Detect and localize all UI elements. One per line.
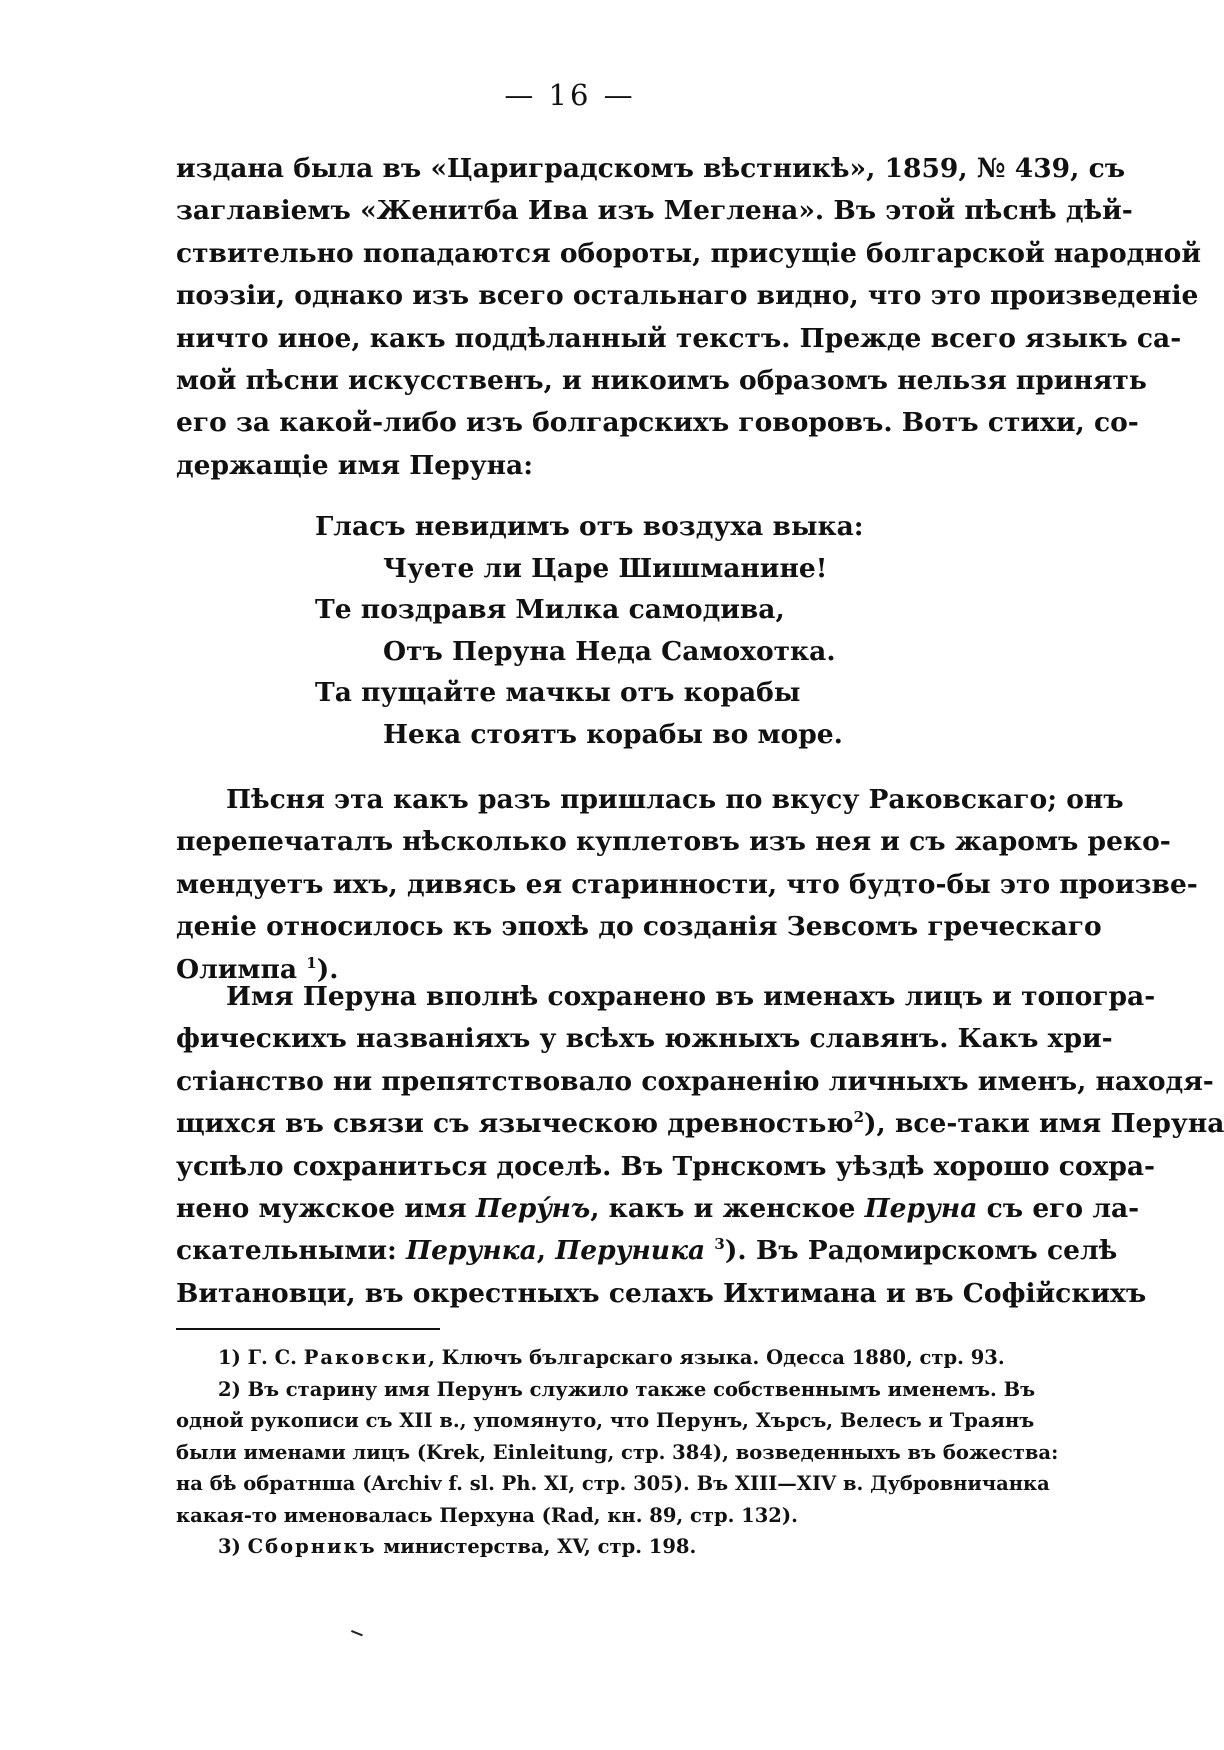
name-perunka: Перунка: [406, 1235, 537, 1267]
footnote-2-line: на бѣ обратнша (Archiv f. sl. Ph. XI, стр. 305). Въ XIII—XIV в. Дубровничанка: [176, 1472, 1050, 1495]
footnote-2-line: какая-то именовалась Перхуна (Rad, кн. 89, стр. 132).: [176, 1503, 798, 1527]
poem-line: Те поздравя Милка самодива,: [315, 594, 785, 626]
footnote-1: [176, 1342, 1026, 1374]
text-fragment: ), все-таки имя Перуна: [864, 1108, 1224, 1140]
text-line: Пѣсня эта какъ разъ пришлась по вкусу Раковскаго; онъ: [226, 784, 1124, 815]
text-line: ничто иное, какъ поддѣланный текстъ. Прежде всего языкъ са-: [176, 322, 1182, 354]
poem-quote: [315, 506, 864, 756]
text-fragment: 1) Г. С.: [218, 1346, 304, 1369]
text-fragment: , какъ и женское: [590, 1193, 865, 1225]
footnote-divider: [176, 1328, 440, 1330]
text-fragment: , Ключъ българскаго языка. Одесса 1880, стр. 93.: [428, 1346, 1005, 1369]
text-line: стіанство ни препятствовало сохраненію личныхъ именъ, находя-: [176, 1065, 1214, 1097]
footnote-ref-3[interactable]: 3: [714, 1235, 725, 1254]
text-line: заглавіемъ «Женитба Ива изъ Меглена». Въ этой пѣснѣ дѣй-: [176, 195, 1133, 227]
poem-line: Отъ Перуна Неда Самохотка.: [383, 635, 836, 667]
paragraph-1: [176, 148, 1202, 487]
text-line: его за какой-либо изъ болгарскихъ говоровъ. Вотъ стихи, со-: [176, 407, 1139, 439]
paragraph-2: [176, 779, 1198, 991]
footnote-2-line: были именами лицъ (Krek, Einleitung, стр. 384), возведенныхъ въ божества:: [176, 1440, 1059, 1464]
text-line: мой пѣсни искусственъ, и никоимъ образомъ нельзя принять: [176, 365, 1147, 397]
text-line: Имя Перуна вполнѣ сохранено въ именахъ лицъ и топогра-: [226, 981, 1156, 1012]
page-number: — 16 —: [504, 78, 636, 112]
poem-line: Чуете ли Царе Шишманине!: [383, 552, 828, 584]
name-perunika: Перуника: [555, 1235, 706, 1267]
text-fragment: 3): [218, 1535, 248, 1558]
footnote-ref-1[interactable]: 1: [306, 953, 317, 972]
name-peruna-female: Перуна: [864, 1193, 978, 1225]
text-line: [176, 1230, 1118, 1272]
poem-line: Гласъ невидимъ отъ воздуха выка:: [315, 511, 864, 542]
text-fragment: ).: [316, 953, 339, 985]
text-line: перепечаталъ нѣсколько куплетовъ изъ нея и съ жаромъ реко-: [176, 826, 1171, 858]
footnote-2-line: 2) Въ старину имя Перунъ служило также собственнымъ именемъ. Въ: [218, 1377, 1036, 1401]
name-perun-male: Перýнъ: [475, 1193, 591, 1225]
text-line: поэзіи, однако изъ всего остальнаго видно, что это произведеніе: [176, 280, 1199, 312]
footnote-3: [176, 1531, 1026, 1563]
footnote-ref-2[interactable]: 2: [853, 1108, 864, 1127]
poem-line: Нека стоятъ корабы во море.: [383, 718, 843, 750]
text-line: издана была въ «Цариградскомъ вѣстникѣ», 1859, № 439, съ: [176, 153, 1126, 184]
footnote-source-title: Сборникъ: [247, 1535, 377, 1558]
text-line: успѣло сохраниться доселѣ. Въ Трнскомъ уѣздѣ хорошо сохра-: [176, 1150, 1156, 1182]
text-fragment: съ его ла-: [977, 1193, 1140, 1225]
text-line: ствительно попадаются обороты, присущіе болгарской народной: [176, 237, 1202, 269]
text-fragment: щихся въ связи съ языческою древностью: [176, 1108, 854, 1140]
footnote-author: Раковски: [303, 1346, 429, 1369]
text-fragment: нено мужское имя: [176, 1193, 476, 1225]
text-line: [176, 1188, 1140, 1230]
text-fragment: ). Въ Радомирскомъ селѣ: [724, 1235, 1118, 1267]
text-line: держащіе имя Перуна:: [176, 449, 534, 481]
text-fragment: ,: [536, 1235, 556, 1267]
text-fragment: скательными:: [176, 1235, 407, 1267]
text-fragment: министерства, XV, стр. 198.: [376, 1535, 697, 1558]
text-line: Витановци, въ окрестныхъ селахъ Ихтимана и въ Софійскихъ: [176, 1277, 1147, 1309]
footnotes: [176, 1342, 1059, 1563]
paragraph-3: [176, 976, 1224, 1315]
poem-line: Та пущайте мачкы отъ корабы: [315, 677, 801, 709]
text-line: фическихъ названіяхъ у всѣхъ южныхъ славянъ. Какъ хри-: [176, 1023, 1113, 1055]
text-line: деніе относилось къ эпохѣ до созданія Зевсомъ греческаго: [176, 911, 1102, 943]
text-fragment: Олимпа: [176, 953, 307, 985]
ink-mark: [349, 1630, 363, 1641]
text-line: [176, 1103, 1224, 1145]
footnote-2-line: одной рукописи съ XII в., упомянуто, что Перунъ, Хърсъ, Велесъ и Траянъ: [176, 1409, 1035, 1432]
text-line: мендуетъ ихъ, дивясь ея старинности, что будто-бы это произве-: [176, 868, 1198, 900]
